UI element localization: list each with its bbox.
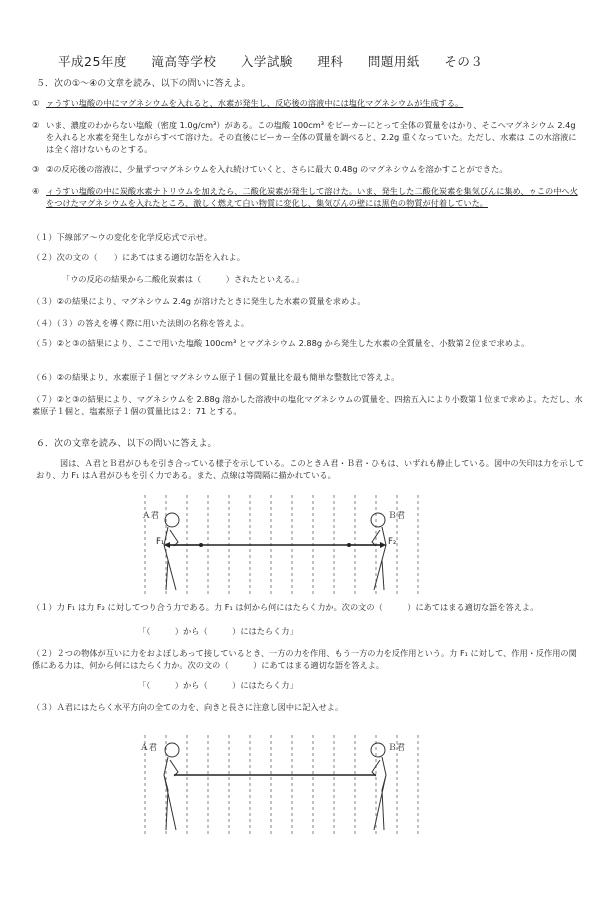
person-a bbox=[164, 513, 179, 590]
q6-question-3: （３）Ａ君にはたらく水平方向の全ての力を、向きと長さに注意し図中に記入せよ。 bbox=[32, 702, 344, 712]
q6-q2-blank-sentence: 「（ ）から（ ）にはたらく力」 bbox=[138, 680, 298, 690]
header-exam: 入学試験 bbox=[240, 54, 293, 69]
header-part: その３ bbox=[444, 54, 484, 69]
q5-question-3: （３）②の結果により、マグネシウム 2.4g が溶けたときに発生した水素の質量を求めよ。 bbox=[32, 296, 366, 306]
q5-question-1: （１）下線部ア～ウの変化を化学反応式で示せ。 bbox=[32, 232, 212, 242]
label-a: Ａ君 bbox=[140, 743, 158, 753]
item-text: いま、濃度のわからない塩酸（密度 1.0g/cm³）がある。この塩酸 100cm³ をビーカーにとって全体の質量をはかり、そこへマグネシウム 2.4g を入れると水素を発生しながらすべて溶けた。その直後にビーカー全体の質量を調べると、2.2g 重くなっていた。ただし、水素は この水溶液には全く溶けないものとする。 bbox=[46, 120, 577, 154]
header-subject: 理科 bbox=[317, 54, 344, 69]
header-paper: 問題用紙 bbox=[367, 54, 420, 69]
q6-question-2: （２）２つの物体が互いに力をおよぼしあって接しているとき、一方の力を作用、もう一方の力を反作用という。力 F₁ に対して、作用・反作用の関係にある力は、何から何にはたらく力か。次の文の（ ）にあてはまる適切な語を答えよ。 bbox=[32, 648, 577, 670]
q6-q1-blank-sentence: 「（ ）から（ ）にはたらく力」 bbox=[138, 626, 298, 636]
item-text: ②の反応後の溶液に、少量ずつマグネシウムを入れ続けていくと、さらに最大 0.48g のマグネシウムを溶かすことができた。 bbox=[46, 164, 508, 174]
page-header bbox=[58, 53, 503, 71]
item-text: ィうすい塩酸の中に炭酸水素ナトリウムを加えたら、二酸化炭素が発生して溶けた。いま、発生した二酸化炭素を集気びんに集め、ゥこの中へ火をつけたマグネシウムを入れたところ、激しく燃えて白い物質に変化し、集気びんの壁には黒色の物質が付着していた。 bbox=[46, 186, 578, 208]
item-mark: ④ bbox=[32, 186, 40, 196]
q5-item-3 bbox=[32, 164, 582, 176]
q5-item-2 bbox=[32, 120, 582, 156]
label-a: Ａ君 bbox=[142, 511, 160, 521]
q5-question-7: （７）②と③の結果により、マグネシウムを 2.88g 溶かした溶液中の塩化マグネシウムの質量を、四捨五入により小数第１位まで求めよ。ただし、水素原子１個と、塩素原子１個の質量比は２：71 とする。 bbox=[32, 394, 583, 416]
q6-title: ６．次の文章を読み、以下の問いに答えよ。 bbox=[36, 439, 217, 449]
q5-title: ５．次の①～④の文章を読み、以下の問いに答えよ。 bbox=[36, 79, 251, 89]
item-mark: ② bbox=[32, 120, 40, 130]
person-a bbox=[164, 743, 179, 830]
person-b bbox=[371, 513, 386, 590]
label-b: Ｂ君 bbox=[388, 743, 406, 753]
item-mark: ③ bbox=[32, 164, 40, 174]
q5-item-1 bbox=[32, 98, 582, 110]
grid-dotted-lines bbox=[145, 735, 418, 835]
q5-question-5: （５）②と③の結果により、ここで用いた塩酸 100cm³ とマグネシウム 2.88g から発生した水素の全質量を、小数第２位まで求めよ。 bbox=[32, 338, 530, 348]
q5-q2-sentence: 「ウの反応の結果から二酸化炭素は（ ）されたといえる。」 bbox=[62, 274, 304, 284]
tug-of-war-figure-1 bbox=[130, 490, 430, 595]
q5-question-2: （２）次の文の（ ）にあてはまる適切な語を入れよ。 bbox=[32, 252, 245, 262]
item-text: ァうすい塩酸の中にマグネシウムを入れると、水素が発生し、反応後の溶液中には塩化マグネシウムが生成する。 bbox=[46, 98, 464, 108]
item-mark: ① bbox=[32, 98, 40, 108]
q5-item-4 bbox=[32, 186, 582, 210]
q5-question-4: （４）（３）の答えを導く際に用いた法則の名称を答えよ。 bbox=[32, 318, 249, 328]
person-b bbox=[371, 743, 386, 830]
label-f1: F₁ bbox=[156, 537, 165, 547]
q6-intro: 図は、Ａ君とＢ君がひもを引き合っている様子を示している。このときＡ君・Ｂ君・ひもは、いずれも静止している。図中の矢印は力を示しており、力 F₁ はＡ君がひもを引く力である。また、点線は等間隔に描かれている。 bbox=[36, 458, 585, 480]
q5-question-6: （６）②の結果より、水素原子１個とマグネシウム原子１個の質量比を最も簡単な整数比で答えよ。 bbox=[32, 372, 400, 382]
tug-of-war-figure-2 bbox=[130, 730, 430, 840]
header-year: 平成25年度 bbox=[58, 54, 127, 69]
label-b: Ｂ君 bbox=[388, 511, 406, 521]
header-school: 滝高等学校 bbox=[151, 54, 217, 69]
q6-question-1: （１）力 F₁ は力 F₂ に対してつり合う力である。力 F₁ は何から何にはたらく力か。次の文の（ ）にあてはまる適切な語を答えよ。 bbox=[32, 602, 539, 612]
label-f2: F₂ bbox=[388, 537, 397, 547]
